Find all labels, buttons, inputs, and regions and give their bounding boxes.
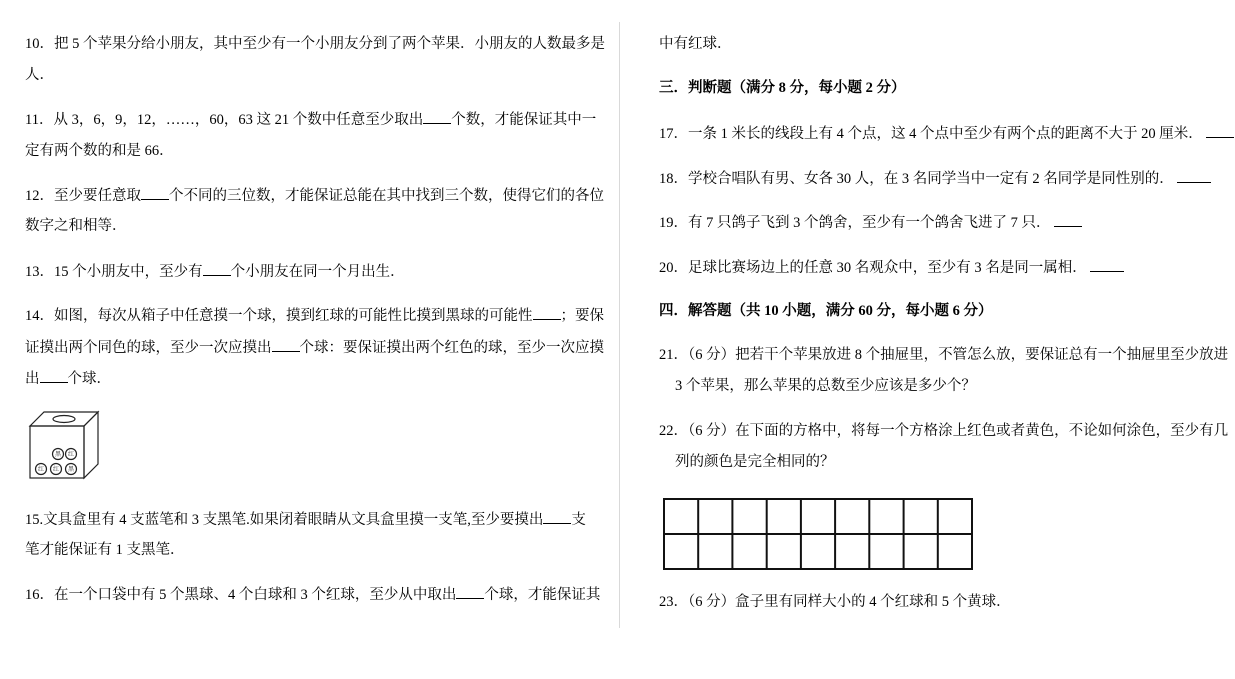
question-22-line2: 列的颜色是完全相同的？ — [675, 454, 835, 470]
column-divider — [619, 22, 620, 628]
question-12-text-b: 个不同的三位数，才能保证总能在其中找到三个数，使得它们的各位 — [169, 188, 604, 204]
grid-2x9-icon — [662, 497, 976, 571]
question-16-text-a: 16．在一个口袋中有 5 个黑球、4 个白球和 3 个红球，至少从中取出 — [25, 587, 457, 603]
answer-blank — [456, 584, 484, 599]
question-11-line2: 定有两个数的和是 66． — [25, 143, 174, 159]
question-19 — [659, 212, 1082, 233]
ball-label: 红 — [37, 466, 45, 473]
ball-label: 红 — [67, 451, 75, 458]
question-14-line2 — [25, 337, 604, 358]
question-14-line3 — [25, 368, 111, 389]
coloring-grid-figure — [662, 497, 976, 576]
question-17 — [659, 123, 1234, 144]
question-14-text-f: 个球． — [67, 371, 111, 387]
answer-blank — [141, 185, 169, 200]
question-15-line2: 笔才能保证有 1 支黑笔． — [25, 542, 185, 558]
section-4-title: 四．解答题（共 10 小题，满分 60 分，每小题 6 分） — [659, 303, 993, 319]
question-14-text-b: ；要保 — [560, 308, 604, 324]
answer-blank — [1090, 257, 1124, 272]
question-21-line1: 21．（6 分）把若干个苹果放进 8 个抽屉里，不管怎么放，要保证总有一个抽屉里至少放进 — [659, 347, 1229, 363]
question-16-text-b: 个球，才能保证其 — [484, 587, 601, 603]
box-illustration-icon — [26, 408, 102, 482]
ball-label: 黑 — [54, 451, 62, 458]
answer-blank — [543, 509, 571, 524]
answer-blank — [1054, 212, 1082, 227]
answer-blank — [203, 261, 231, 276]
question-19-text: 19．有 7 只鸽子飞到 3 个鸽舍，至少有一个鸽舍飞进了 7 只． — [659, 215, 1051, 231]
question-21-line2: 3 个苹果，那么苹果的总数至少应该是多少个？ — [675, 378, 976, 394]
question-18 — [659, 168, 1211, 189]
question-14-line1 — [25, 305, 604, 326]
question-20-text: 20．足球比赛场边上的任意 30 名观众中，至少有 3 名是同一属相． — [659, 260, 1087, 276]
answer-blank — [1206, 123, 1234, 138]
question-15-text-b: 支 — [571, 512, 586, 528]
question-14-text-a: 14．如图，每次从箱子中任意摸一个球，摸到红球的可能性比摸到黑球的可能性 — [25, 308, 533, 324]
question-16-continued: 中有红球． — [659, 36, 732, 52]
question-13 — [25, 261, 405, 282]
question-13-text-a: 13．15 个小朋友中，至少有 — [25, 264, 203, 280]
question-13-text-b: 个小朋友在同一个月出生． — [230, 264, 405, 280]
question-22-line1: 22．（6 分）在下面的方格中，将每一个方格涂上红色或者黄色，不论如何涂色，至少有几 — [659, 423, 1229, 439]
question-17-text: 17．一条 1 米长的线段上有 4 个点，这 4 个点中至少有两个点的距离不大于 20 厘米． — [659, 126, 1203, 142]
ball-label: 黑 — [67, 466, 75, 473]
question-12-text-a: 12．至少要任意取 — [25, 188, 141, 204]
answer-blank — [272, 337, 300, 352]
answer-blank — [40, 368, 68, 383]
answer-blank — [533, 305, 561, 320]
answer-blank — [1177, 168, 1211, 183]
question-12-line1 — [25, 185, 604, 206]
question-15-text-a: 15.文具盒里有 4 支蓝笔和 3 支黑笔.如果闭着眼睛从文具盒里摸一支笔,至少要摸出 — [25, 512, 544, 528]
answer-blank — [423, 109, 451, 124]
question-14-text-e: 出 — [25, 371, 40, 387]
question-14-text-c: 证摸出两个同色的球，至少一次应摸出 — [25, 340, 272, 356]
question-16-line1 — [25, 584, 600, 605]
question-12-line2: 数字之和相等． — [25, 218, 127, 234]
question-10-line2: 人． — [25, 67, 54, 83]
section-3-title: 三．判断题（满分 8 分，每小题 2 分） — [659, 80, 906, 96]
question-11-line1 — [25, 109, 596, 130]
question-18-text: 18．学校合唱队有男、女各 30 人，在 3 名同学当中一定有 2 名同学是同性别的． — [659, 171, 1174, 187]
question-10-line1: 10．把 5 个苹果分给小朋友，其中至少有一个小朋友分到了两个苹果．小朋友的人数最多是 — [25, 36, 605, 52]
question-11-text-b: 个数，才能保证其中一 — [451, 112, 597, 128]
question-14-text-d: 个球：要保证摸出两个红色的球，至少一次应摸 — [299, 340, 604, 356]
question-20 — [659, 257, 1124, 278]
question-23: 23．（6 分）盒子里有同样大小的 4 个红球和 5 个黄球． — [659, 594, 1011, 610]
ball-label: 红 — [52, 466, 60, 473]
question-11-text-a: 11．从 3，6，9，12，……，60，63 这 21 个数中任意至少取出 — [25, 112, 424, 128]
ball-box-figure — [26, 408, 102, 487]
question-15-line1 — [25, 509, 586, 530]
